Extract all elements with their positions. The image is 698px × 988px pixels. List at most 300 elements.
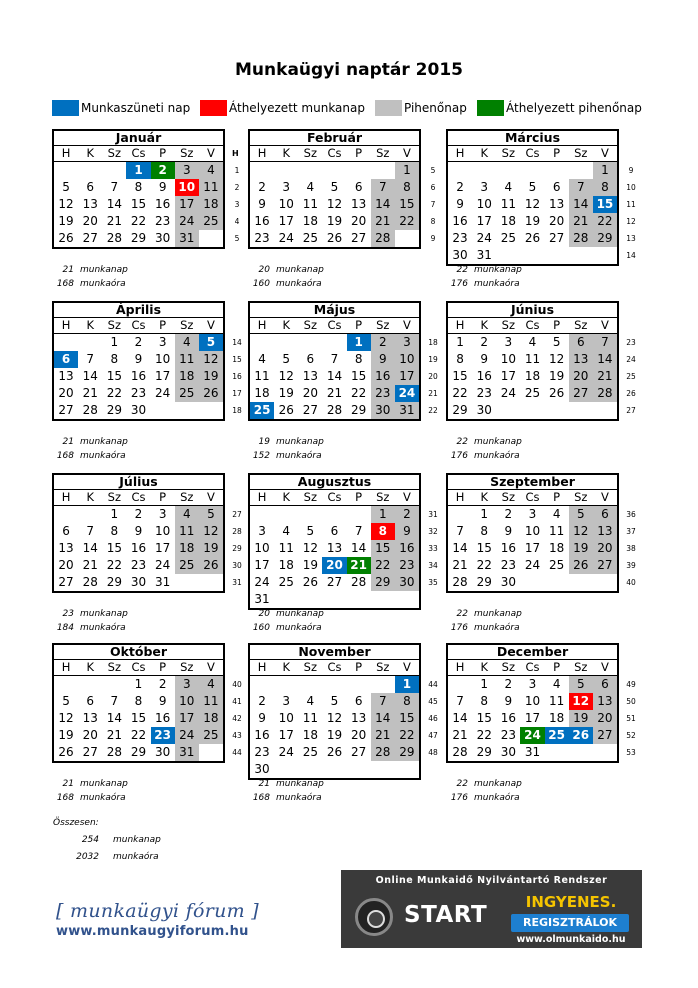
day-cell: 13 <box>593 523 617 540</box>
stat-days <box>248 437 421 451</box>
day-cell: 14 <box>82 541 98 555</box>
day-cell: 13 <box>593 693 617 710</box>
day-cell: 10 <box>524 694 541 708</box>
day-cell: 9 <box>158 180 167 194</box>
week-row <box>250 744 419 761</box>
weekday-label: P <box>159 490 167 504</box>
day-grid <box>54 676 223 761</box>
day-cell: 26 <box>302 575 318 589</box>
stat-hours <box>446 279 619 293</box>
register-button[interactable]: REGISZTRÁLOK <box>511 914 629 932</box>
day-cell: 27 <box>58 403 74 417</box>
stat-hours <box>248 793 421 807</box>
day-cell: 10 <box>524 524 541 538</box>
day-cell: 7 <box>354 524 363 538</box>
weekday-label: Sz <box>574 146 588 160</box>
day-cell: 6 <box>330 524 339 538</box>
empty-cell <box>250 334 274 351</box>
day-cell: 8 <box>134 180 143 194</box>
day-cell: 11 <box>254 369 270 383</box>
empty-cell <box>199 744 223 761</box>
day-cell: 11 <box>175 351 199 368</box>
stat-hours-value: 168 <box>252 793 270 803</box>
week-number: 23 <box>626 338 636 347</box>
weekday-label: Sz <box>180 318 194 332</box>
day-cell: 1 <box>347 334 371 351</box>
month-name: Április <box>54 303 223 318</box>
week-number: 8 <box>430 217 436 226</box>
day-cell: 26 <box>58 231 74 245</box>
stat-days-value: 20 <box>258 609 270 619</box>
day-cell: 8 <box>110 524 119 538</box>
stat-days <box>446 265 619 279</box>
day-cell: 9 <box>371 351 395 368</box>
week-number: 18 <box>428 338 438 347</box>
day-cell: 15 <box>593 196 617 213</box>
week-number: 2 <box>234 183 240 192</box>
weekday-label: V <box>600 490 609 504</box>
day-cell: 10 <box>395 351 419 368</box>
day-cell: 16 <box>395 540 419 557</box>
day-cell: 17 <box>476 214 492 228</box>
day-cell: 5 <box>528 180 537 194</box>
day-cell: 28 <box>371 744 395 761</box>
weekday-label: Sz <box>107 146 122 160</box>
day-cell: 22 <box>476 728 492 742</box>
day-cell: 15 <box>130 711 147 725</box>
day-cell: 26 <box>524 231 541 245</box>
day-grid <box>250 334 419 419</box>
day-cell: 26 <box>58 745 74 759</box>
empty-cell <box>298 591 322 608</box>
week-number: 10 <box>626 183 636 192</box>
day-cell: 2 <box>395 506 419 523</box>
week-number: 6 <box>430 183 436 192</box>
week-row <box>54 213 223 230</box>
stat-hours-label: munkaóra <box>80 451 126 461</box>
week-row <box>54 385 223 402</box>
week-column-header: H <box>232 149 239 158</box>
stat-hours-value: 176 <box>450 279 468 289</box>
day-cell: 14 <box>82 369 98 383</box>
day-cell: 8 <box>395 179 419 196</box>
day-cell: 29 <box>106 575 122 589</box>
legend-label-restday: Pihenőnap <box>404 101 467 115</box>
empty-cell <box>54 506 78 523</box>
empty-cell <box>298 761 322 778</box>
weekday-label: V <box>402 146 411 160</box>
weekday-label: K <box>86 146 94 160</box>
month-stats <box>248 779 421 807</box>
day-cell: 14 <box>350 541 367 555</box>
empty-cell <box>593 744 617 761</box>
weekday-label: K <box>480 318 488 332</box>
empty-cell <box>371 761 395 778</box>
month-name: Május <box>250 303 419 318</box>
empty-cell <box>347 506 371 523</box>
week-number: 40 <box>232 680 242 689</box>
week-row <box>448 213 617 230</box>
month-12 <box>446 643 636 803</box>
day-cell: 5 <box>62 694 70 708</box>
empty-cell <box>250 676 274 693</box>
week-number: 24 <box>626 355 636 364</box>
empty-cell <box>274 591 298 608</box>
day-cell: 19 <box>548 369 565 383</box>
weekday-label: Sz <box>574 318 588 332</box>
day-cell: 17 <box>524 711 541 725</box>
day-cell: 19 <box>524 214 541 228</box>
empty-cell <box>371 591 395 608</box>
day-cell: 29 <box>476 745 492 759</box>
munkaugyi-forum-logo[interactable] <box>56 900 266 939</box>
day-cell: 7 <box>110 180 119 194</box>
month-stats <box>52 779 225 807</box>
stat-hours-label: munkaóra <box>474 623 520 633</box>
week-number: 20 <box>428 372 438 381</box>
weekday-label: H <box>455 146 465 160</box>
empty-cell <box>102 676 126 693</box>
day-cell: 10 <box>500 352 516 366</box>
week-number: 19 <box>428 355 438 364</box>
empty-cell <box>371 162 395 179</box>
weekday-header <box>448 318 617 334</box>
weekday-label: Sz <box>501 146 516 160</box>
week-row <box>54 727 223 744</box>
day-cell: 21 <box>593 368 617 385</box>
stat-hours-label: munkaóra <box>276 279 322 289</box>
empty-cell <box>78 506 102 523</box>
empty-cell <box>569 247 593 264</box>
empty-cell <box>569 162 593 179</box>
week-row <box>448 368 617 385</box>
weekday-label: K <box>480 490 488 504</box>
day-cell: 1 <box>110 507 119 521</box>
day-cell: 20 <box>350 214 367 228</box>
week-row <box>250 676 419 693</box>
month-stats <box>248 437 421 465</box>
weekday-label: H <box>257 660 267 674</box>
stat-hours-value: 152 <box>252 451 270 461</box>
banner-url[interactable]: www.olmunkaido.hu <box>516 934 626 945</box>
week-row <box>54 179 223 196</box>
week-row <box>250 540 419 557</box>
day-cell: 17 <box>175 710 199 727</box>
empty-cell <box>593 247 617 264</box>
empty-cell <box>322 334 346 351</box>
month-name: Augusztus <box>250 475 419 490</box>
empty-cell <box>250 162 274 179</box>
weekday-label: P <box>553 490 561 504</box>
empty-cell <box>448 506 472 523</box>
day-cell: 18 <box>199 196 223 213</box>
weekday-label: Sz <box>376 318 390 332</box>
day-cell: 11 <box>199 179 223 196</box>
day-cell: 25 <box>302 745 318 759</box>
day-cell: 20 <box>302 386 318 400</box>
day-cell: 23 <box>254 231 270 245</box>
weekday-label: H <box>257 146 267 160</box>
week-number: 37 <box>626 527 636 536</box>
empty-cell <box>274 162 298 179</box>
weekday-label: H <box>257 318 267 332</box>
week-number: 18 <box>232 406 242 415</box>
day-cell: 23 <box>371 385 395 402</box>
week-number: 40 <box>626 578 636 587</box>
day-cell: 21 <box>569 213 593 230</box>
week-number: 36 <box>626 510 636 519</box>
day-cell: 22 <box>395 727 419 744</box>
day-cell: 14 <box>326 369 343 383</box>
weekday-label: Sz <box>303 490 318 504</box>
empty-cell <box>175 574 199 591</box>
day-cell: 2 <box>371 334 395 351</box>
empty-cell <box>54 676 78 693</box>
day-cell: 6 <box>86 694 95 708</box>
day-cell: 9 <box>480 352 489 366</box>
stat-days <box>248 779 421 793</box>
day-cell: 9 <box>504 524 513 538</box>
day-cell: 3 <box>395 334 419 351</box>
day-cell: 12 <box>199 523 223 540</box>
day-cell: 22 <box>476 558 492 572</box>
day-cell: 7 <box>371 693 395 710</box>
logo-url[interactable]: www.munkaugyiforum.hu <box>56 924 249 939</box>
day-cell: 13 <box>82 711 98 725</box>
weekday-header <box>250 660 419 676</box>
weekday-label: Cs <box>525 660 540 674</box>
day-cell: 11 <box>548 524 565 538</box>
day-cell: 2 <box>456 180 464 194</box>
day-cell: 22 <box>350 386 367 400</box>
day-cell: 28 <box>452 575 468 589</box>
day-cell: 21 <box>371 727 395 744</box>
day-cell: 23 <box>452 231 468 245</box>
empty-cell <box>322 676 346 693</box>
week-number: 13 <box>626 234 636 243</box>
month-1 <box>52 129 240 289</box>
banner-free: INGYENES. <box>525 893 617 911</box>
empty-cell <box>520 402 544 419</box>
day-cell: 26 <box>569 557 593 574</box>
weekday-label: K <box>282 660 290 674</box>
total-hours-line <box>53 852 161 869</box>
week-number: 52 <box>626 731 636 740</box>
day-cell: 29 <box>371 574 395 591</box>
week-number: 35 <box>428 578 438 587</box>
day-cell: 6 <box>86 180 95 194</box>
day-cell: 28 <box>82 575 98 589</box>
day-cell: 9 <box>456 197 464 211</box>
week-number: 46 <box>428 714 438 723</box>
weekday-label: V <box>206 146 215 160</box>
day-cell: 10 <box>154 524 171 538</box>
stat-days-label: munkanap <box>474 265 522 275</box>
day-cell: 7 <box>456 524 464 538</box>
empty-cell <box>395 591 419 608</box>
day-cell: 28 <box>371 230 395 247</box>
day-cell: 18 <box>548 711 565 725</box>
weekday-label: P <box>355 660 363 674</box>
week-number: 34 <box>428 561 438 570</box>
month-table <box>248 473 421 610</box>
day-cell: 3 <box>282 180 291 194</box>
stat-days <box>446 437 619 451</box>
day-cell: 24 <box>278 231 294 245</box>
day-cell: 12 <box>58 197 74 211</box>
day-cell: 5 <box>330 694 339 708</box>
weekday-label: P <box>355 318 363 332</box>
day-cell: 15 <box>476 711 492 725</box>
weekday-label: Sz <box>501 660 516 674</box>
stat-days-value: 23 <box>62 609 74 619</box>
day-grid <box>448 506 617 591</box>
day-cell: 19 <box>569 710 593 727</box>
weekday-header <box>250 490 419 506</box>
week-number: 48 <box>428 748 438 757</box>
day-cell: 16 <box>371 368 395 385</box>
day-cell: 30 <box>476 403 492 417</box>
day-cell: 17 <box>500 369 516 383</box>
day-cell: 9 <box>158 694 167 708</box>
week-number: 15 <box>232 355 242 364</box>
day-cell: 24 <box>395 385 419 402</box>
day-cell: 1 <box>395 162 419 179</box>
week-number: 21 <box>428 389 438 398</box>
day-cell: 1 <box>126 162 150 179</box>
stat-days-value: 21 <box>62 265 74 275</box>
empty-cell <box>545 247 569 264</box>
day-cell: 17 <box>278 214 294 228</box>
day-cell: 13 <box>326 541 343 555</box>
day-cell: 2 <box>258 694 266 708</box>
day-cell: 24 <box>154 386 171 400</box>
day-cell: 31 <box>254 592 270 606</box>
stat-days-label: munkanap <box>80 265 128 275</box>
day-cell: 10 <box>278 711 294 725</box>
weekday-header <box>54 660 223 676</box>
stat-days <box>52 437 225 451</box>
stat-hours-value: 176 <box>450 451 468 461</box>
day-cell: 1 <box>480 677 489 691</box>
week-number: 7 <box>430 200 436 209</box>
week-row <box>250 727 419 744</box>
day-cell: 10 <box>254 541 270 555</box>
week-numbers <box>227 505 247 590</box>
week-numbers <box>227 161 247 246</box>
day-cell: 15 <box>106 369 122 383</box>
stat-days-label: munkanap <box>474 609 522 619</box>
stat-hours <box>248 623 421 637</box>
day-cell: 5 <box>62 180 70 194</box>
day-cell: 24 <box>500 386 516 400</box>
day-cell: 10 <box>154 352 171 366</box>
day-cell: 28 <box>326 403 343 417</box>
day-cell: 14 <box>371 710 395 727</box>
day-cell: 19 <box>58 728 74 742</box>
legend-swatch-holiday <box>52 100 79 116</box>
day-cell: 11 <box>302 197 318 211</box>
weekday-label: Cs <box>327 318 342 332</box>
legend-swatch-restday <box>375 100 402 116</box>
stat-hours-value: 168 <box>56 793 74 803</box>
week-row <box>250 402 419 419</box>
day-cell: 14 <box>593 351 617 368</box>
stat-days-value: 21 <box>258 779 270 789</box>
week-row <box>448 540 617 557</box>
month-stats <box>52 437 225 465</box>
day-cell: 25 <box>500 231 516 245</box>
banner-start[interactable]: START <box>404 902 488 928</box>
stat-hours-label: munkaóra <box>80 793 126 803</box>
weekday-label: K <box>282 146 290 160</box>
weekday-label: H <box>455 660 465 674</box>
day-cell: 7 <box>86 352 95 366</box>
stat-days-label: munkanap <box>80 779 128 789</box>
olmunkaido-banner[interactable] <box>341 870 642 948</box>
day-cell: 27 <box>58 575 74 589</box>
stat-hours-label: munkaóra <box>474 793 520 803</box>
week-row <box>448 230 617 247</box>
day-cell: 8 <box>110 352 119 366</box>
logo-brand: [ munkaügyi fórum ] <box>56 900 259 922</box>
weekday-label: Cs <box>131 318 146 332</box>
month-name: Február <box>250 131 419 146</box>
day-cell: 29 <box>350 403 367 417</box>
weekday-label: H <box>455 490 465 504</box>
empty-cell <box>274 761 298 778</box>
week-row <box>250 523 419 540</box>
week-number: 49 <box>626 680 636 689</box>
week-number: 26 <box>626 389 636 398</box>
day-cell: 13 <box>82 197 98 211</box>
day-cell: 29 <box>130 745 147 759</box>
month-table <box>248 129 421 249</box>
empty-cell <box>78 162 102 179</box>
day-grid <box>250 162 419 247</box>
week-row <box>250 506 419 523</box>
day-cell: 8 <box>134 694 143 708</box>
day-cell: 22 <box>593 213 617 230</box>
weekday-label: Sz <box>376 146 390 160</box>
day-cell: 27 <box>302 403 318 417</box>
stat-days-value: 22 <box>456 609 468 619</box>
day-cell: 27 <box>82 231 98 245</box>
weekday-header <box>448 490 617 506</box>
weekday-label: Sz <box>180 490 194 504</box>
day-cell: 18 <box>278 558 294 572</box>
weekday-label: Sz <box>180 146 194 160</box>
day-cell: 29 <box>593 230 617 247</box>
day-cell: 20 <box>58 386 74 400</box>
week-row <box>54 402 223 419</box>
total-hours-label: munkaóra <box>113 852 159 862</box>
weekday-label: K <box>86 660 94 674</box>
weekday-label: Sz <box>303 146 318 160</box>
weekday-label: Sz <box>501 318 516 332</box>
day-cell: 16 <box>130 541 147 555</box>
day-cell: 28 <box>82 403 98 417</box>
day-cell: 15 <box>371 540 395 557</box>
week-row <box>250 368 419 385</box>
day-cell: 28 <box>569 230 593 247</box>
empty-cell <box>496 402 520 419</box>
day-cell: 24 <box>175 213 199 230</box>
day-cell: 5 <box>569 506 593 523</box>
week-row <box>54 368 223 385</box>
stat-hours <box>52 279 225 293</box>
week-row <box>54 230 223 247</box>
